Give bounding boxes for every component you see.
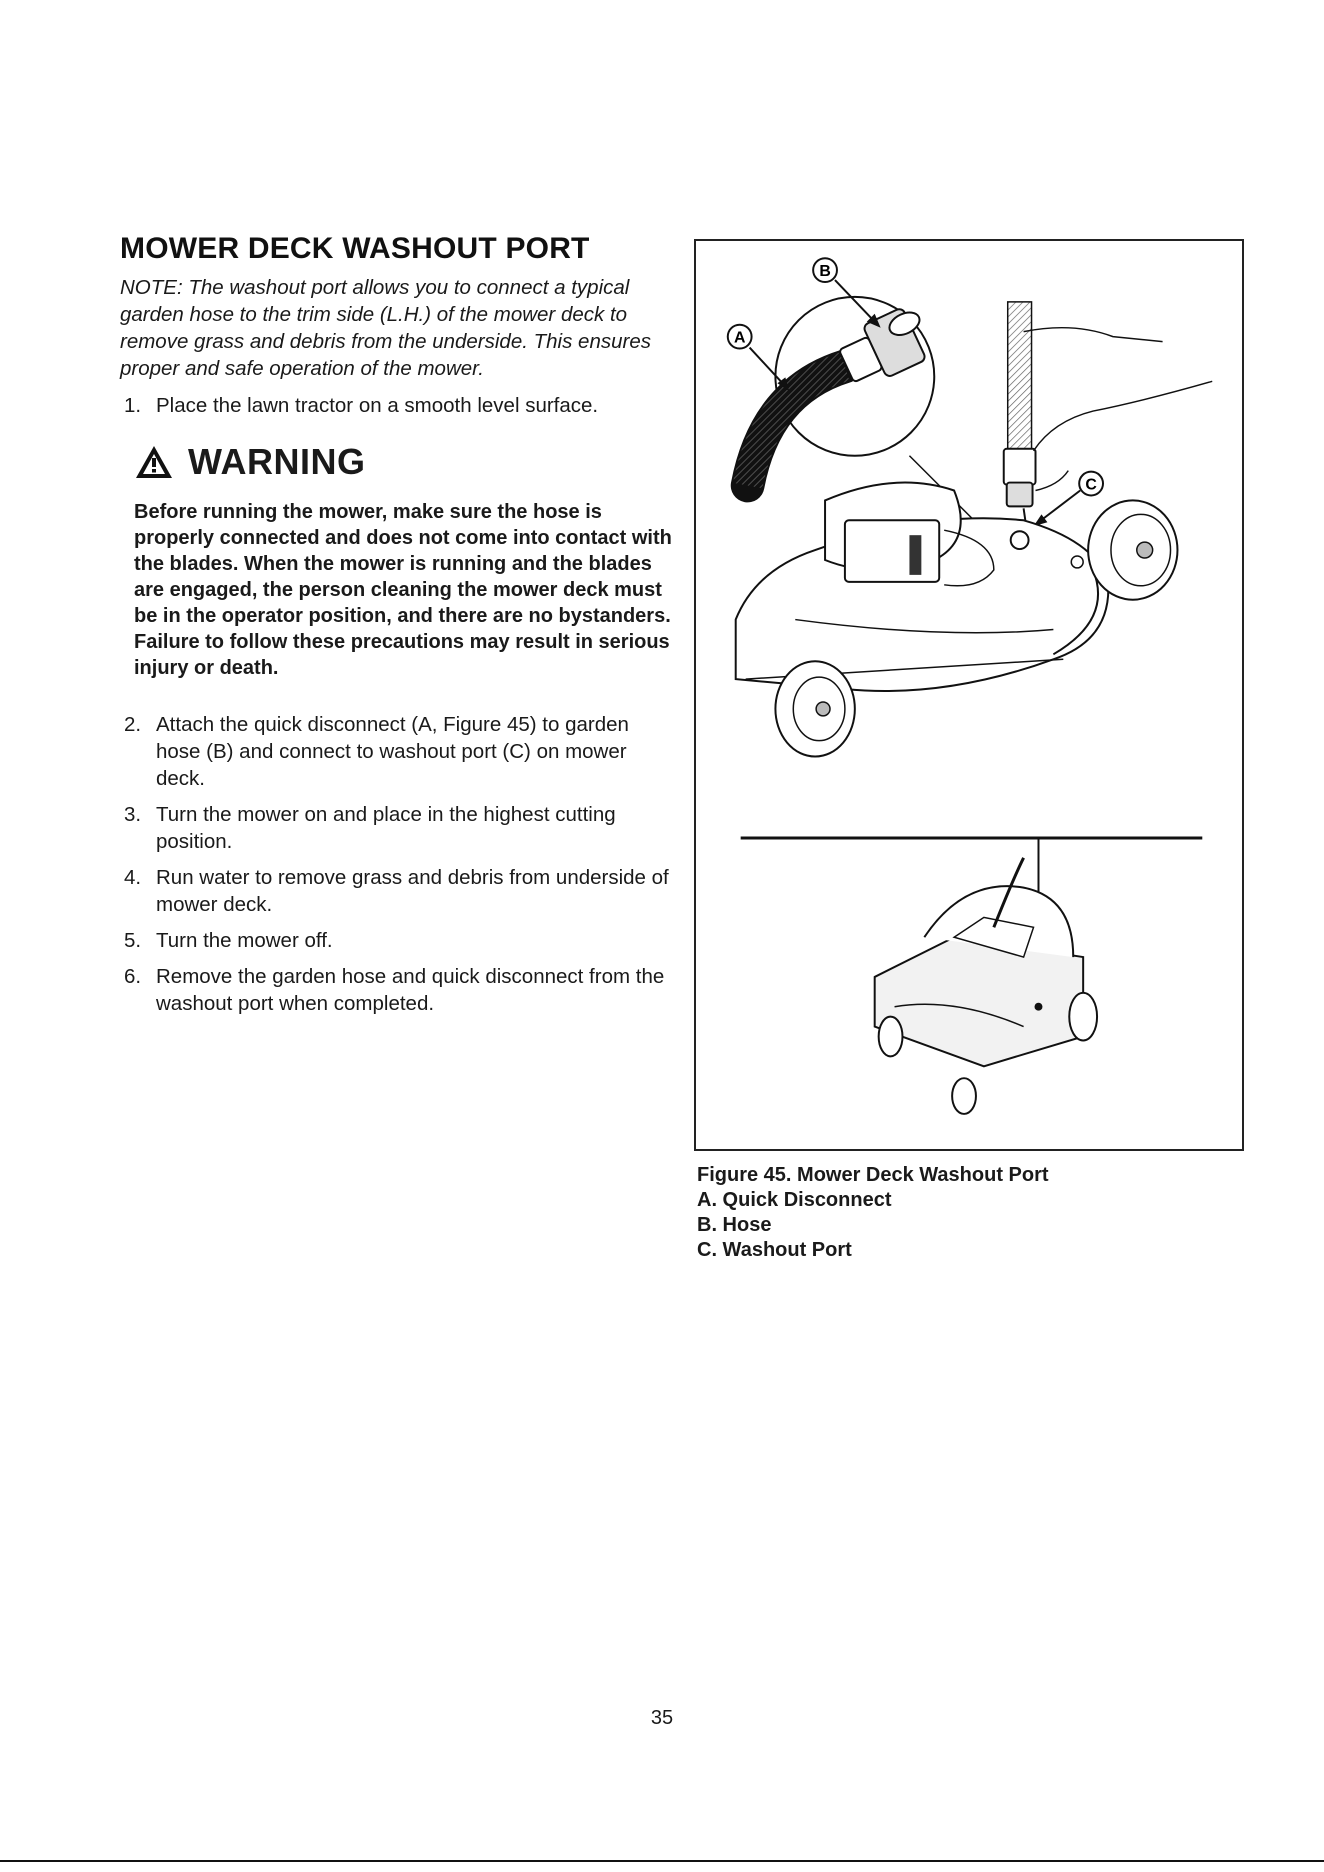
hose-down	[1004, 302, 1212, 507]
callout-a-label: A	[733, 329, 746, 347]
list-item	[120, 392, 670, 419]
step-number: 2.	[124, 713, 142, 736]
warning-title: WARNING	[188, 441, 366, 482]
caption-item-a: A. Quick Disconnect	[697, 1189, 892, 1211]
left-column	[120, 232, 670, 1026]
warning-heading	[134, 441, 670, 483]
step-text: Attach the quick disconnect (A, Figure 45) to garden hose (B) and connect to washout port (C) on mower deck.	[156, 713, 629, 790]
list-item	[120, 864, 670, 918]
step-number: 6.	[124, 965, 142, 988]
step-number: 1.	[124, 394, 142, 417]
list-item	[120, 927, 670, 954]
list-item	[120, 711, 670, 792]
mower-deck	[736, 483, 1109, 691]
left-wheel	[775, 661, 854, 756]
warning-body: Before running the mower, make sure the hose is properly connected and does not come into contact with the blades. When the mower is running and the blades are engaged, the person cleaning the mower deck must be in the operator position, and there are no bystanders. Failure to follow these precautions may result in serious injury or death.	[134, 501, 672, 679]
note-text: NOTE: The washout port allows you to connect a typical garden hose to the trim side (L.H.) of the mower deck to remove grass and debris from the underside. This ensures proper and safe operation of the mower.	[120, 276, 651, 380]
section-title: MOWER DECK WASHOUT PORT	[120, 232, 590, 265]
figure-45	[694, 239, 1244, 1151]
step-text: Turn the mower on and place in the highest cutting position.	[156, 803, 616, 853]
steps-list-2	[120, 711, 670, 1017]
figure-caption	[697, 1163, 1049, 1263]
right-wheel	[1088, 500, 1177, 599]
caption-item-c: C. Washout Port	[697, 1239, 852, 1261]
bottom-rule	[0, 1860, 1324, 1862]
step-text: Run water to remove grass and debris from underside of mower deck.	[156, 866, 669, 916]
callout-c-label: C	[1085, 476, 1097, 494]
step-number: 3.	[124, 803, 142, 826]
mower-overview	[875, 858, 1097, 1114]
step-text: Turn the mower off.	[156, 929, 333, 952]
caption-item-b: B. Hose	[697, 1214, 772, 1236]
step-text: Remove the garden hose and quick disconnect from the washout port when completed.	[156, 965, 665, 1015]
steps-list-1	[120, 392, 670, 419]
list-item	[120, 963, 670, 1017]
mower-deck-illustration	[696, 241, 1242, 1149]
list-item	[120, 801, 670, 855]
callout-b-label: B	[819, 263, 831, 281]
warning-triangle-icon	[134, 444, 174, 480]
step-number: 4.	[124, 866, 142, 889]
caption-title: Figure 45. Mower Deck Washout Port	[697, 1164, 1049, 1186]
step-number: 5.	[124, 929, 142, 952]
page-number: 35	[650, 1707, 674, 1729]
step-text: Place the lawn tractor on a smooth level surface.	[156, 394, 599, 417]
